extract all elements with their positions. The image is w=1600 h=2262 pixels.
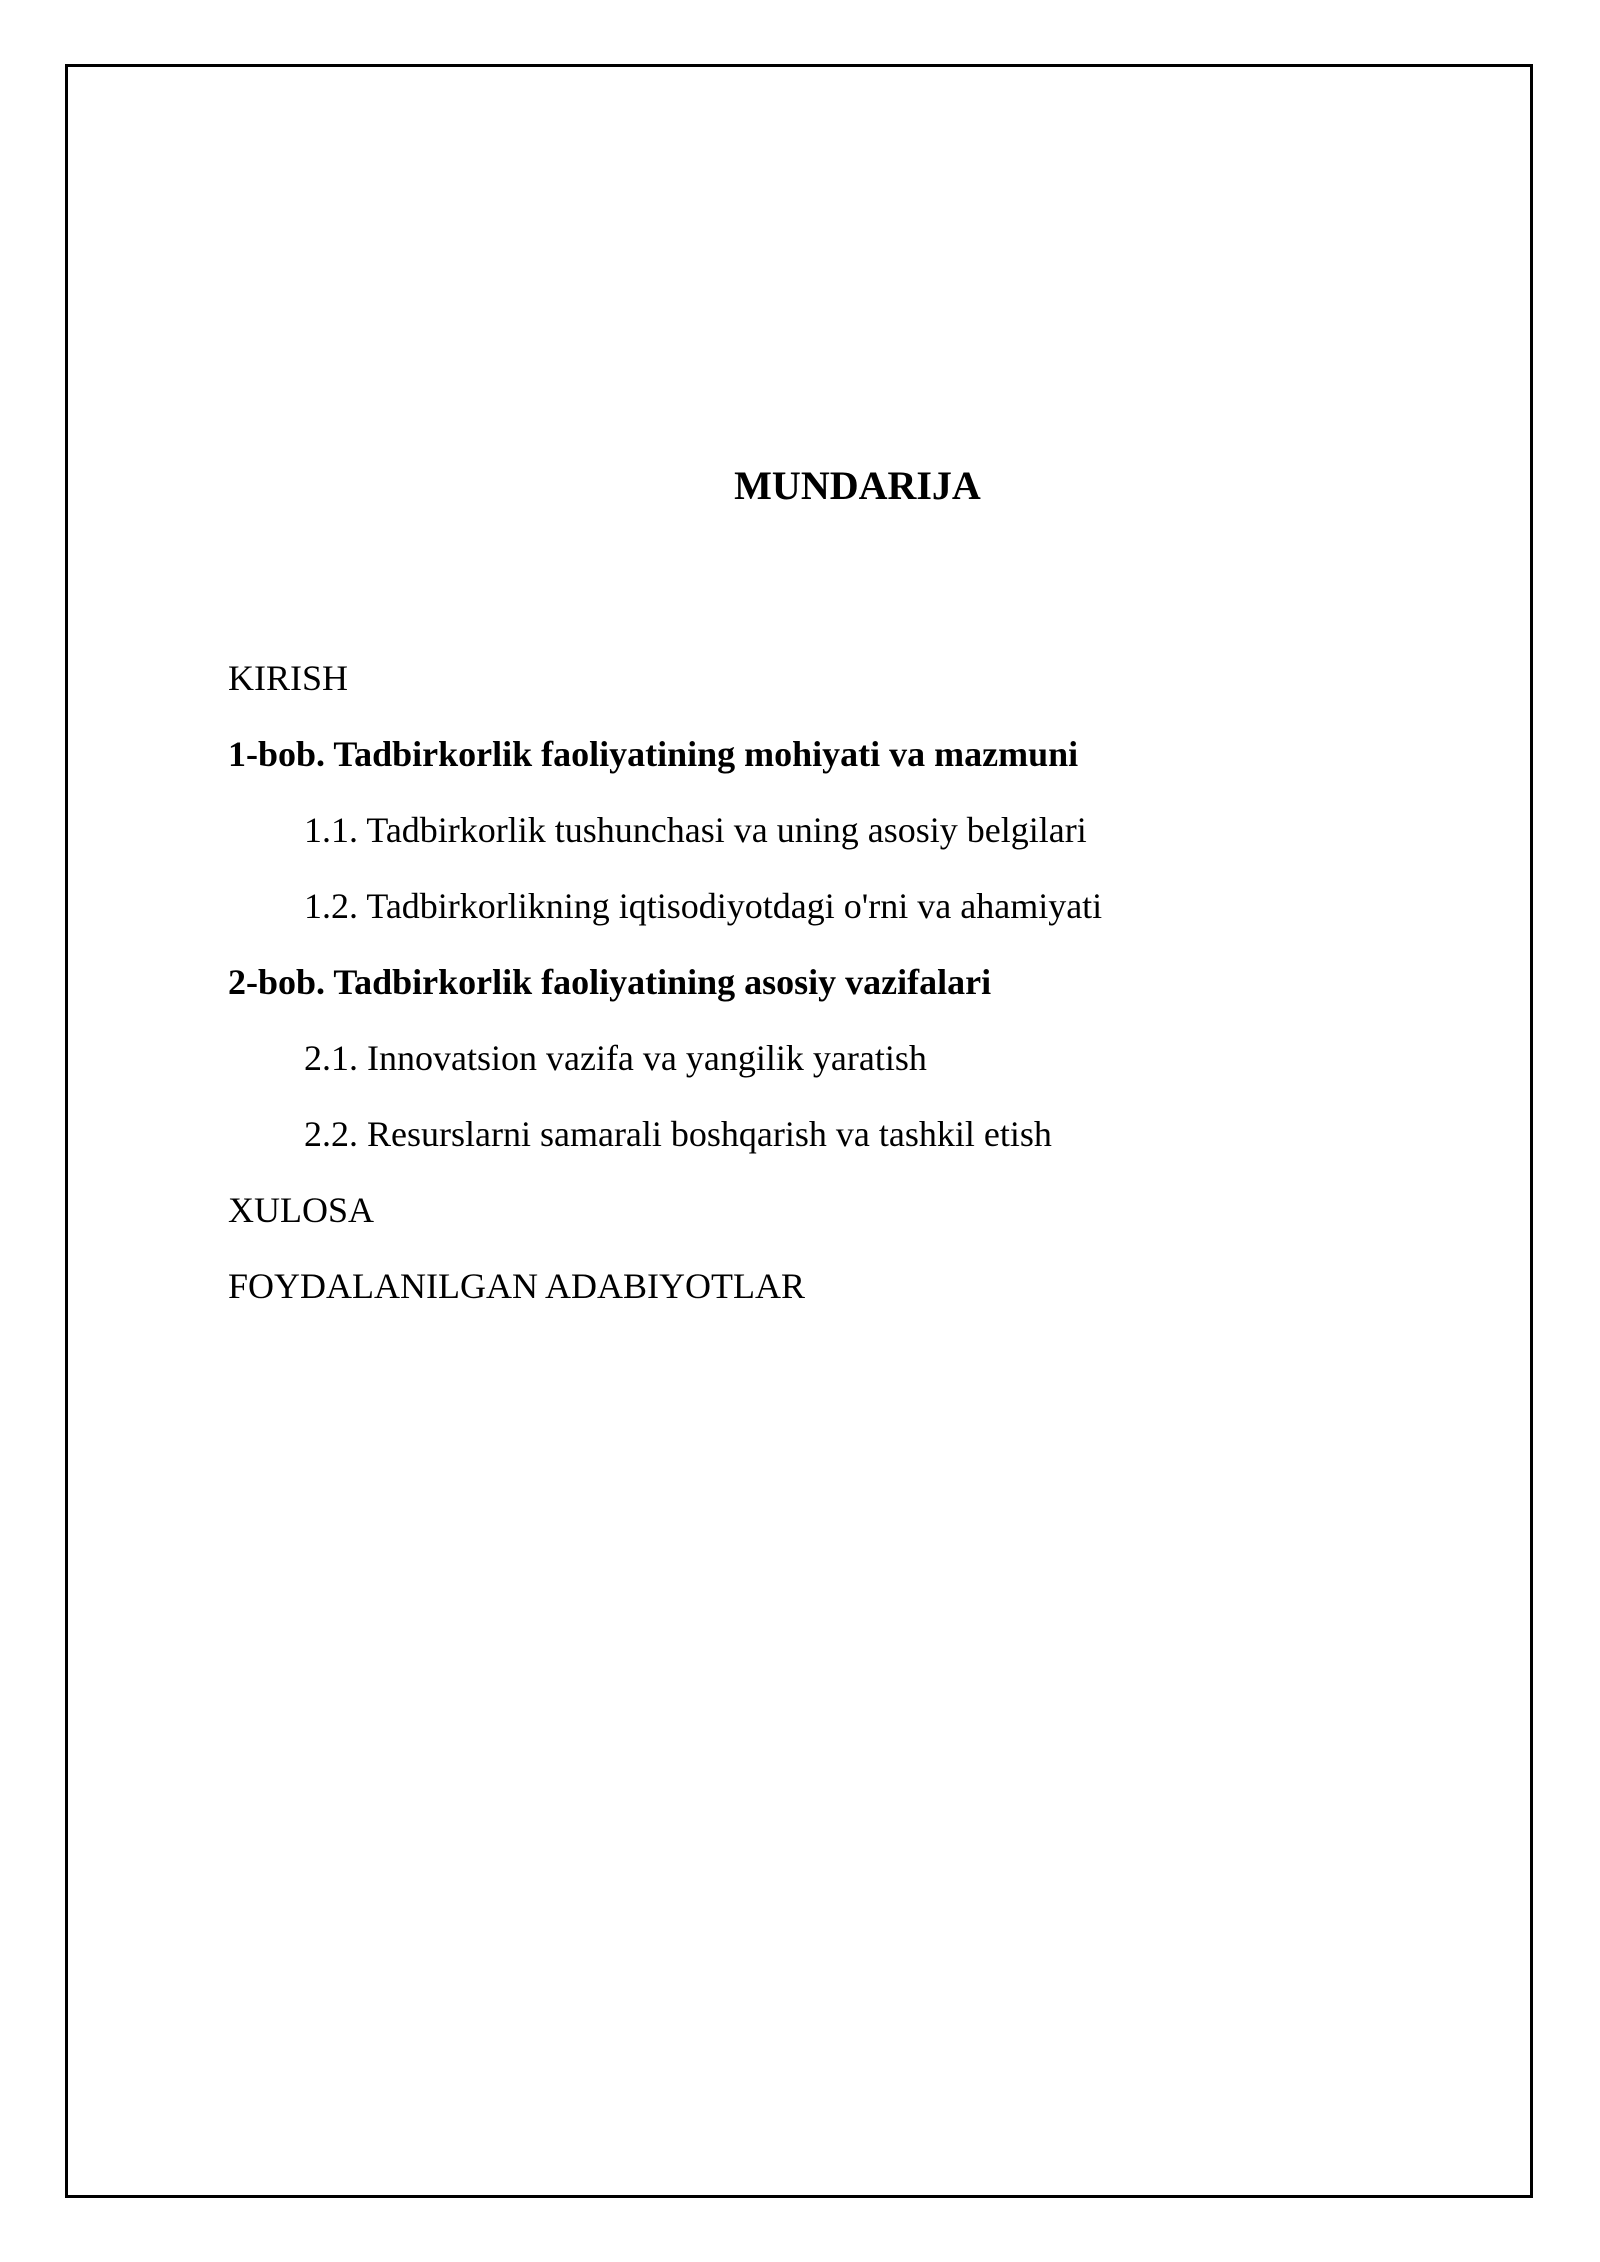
toc-item-conclusion: XULOSA — [228, 1190, 375, 1230]
table-of-contents — [228, 640, 1448, 1324]
toc-chapter-2: 2-bob. Tadbirkorlik faoliyatining asosiy vazifalari — [228, 962, 992, 1002]
page-title: MUNDARIJA — [734, 463, 981, 508]
toc-item-references: FOYDALANILGAN ADABIYOTLAR — [228, 1266, 805, 1306]
toc-section-2-2: 2.2. Resurslarni samarali boshqarish va tashkil etish — [304, 1114, 1052, 1154]
toc-section-2-1: 2.1. Innovatsion vazifa va yangilik yaratish — [304, 1038, 927, 1078]
toc-section-1-1: 1.1. Tadbirkorlik tushunchasi va uning asosiy belgilari — [304, 810, 1087, 850]
toc-chapter-1: 1-bob. Tadbirkorlik faoliyatining mohiyati va mazmuni — [228, 734, 1079, 774]
toc-section-1-2: 1.2. Tadbirkorlikning iqtisodiyotdagi o'rni va ahamiyati — [304, 886, 1103, 926]
toc-item-introduction: KIRISH — [228, 658, 349, 698]
